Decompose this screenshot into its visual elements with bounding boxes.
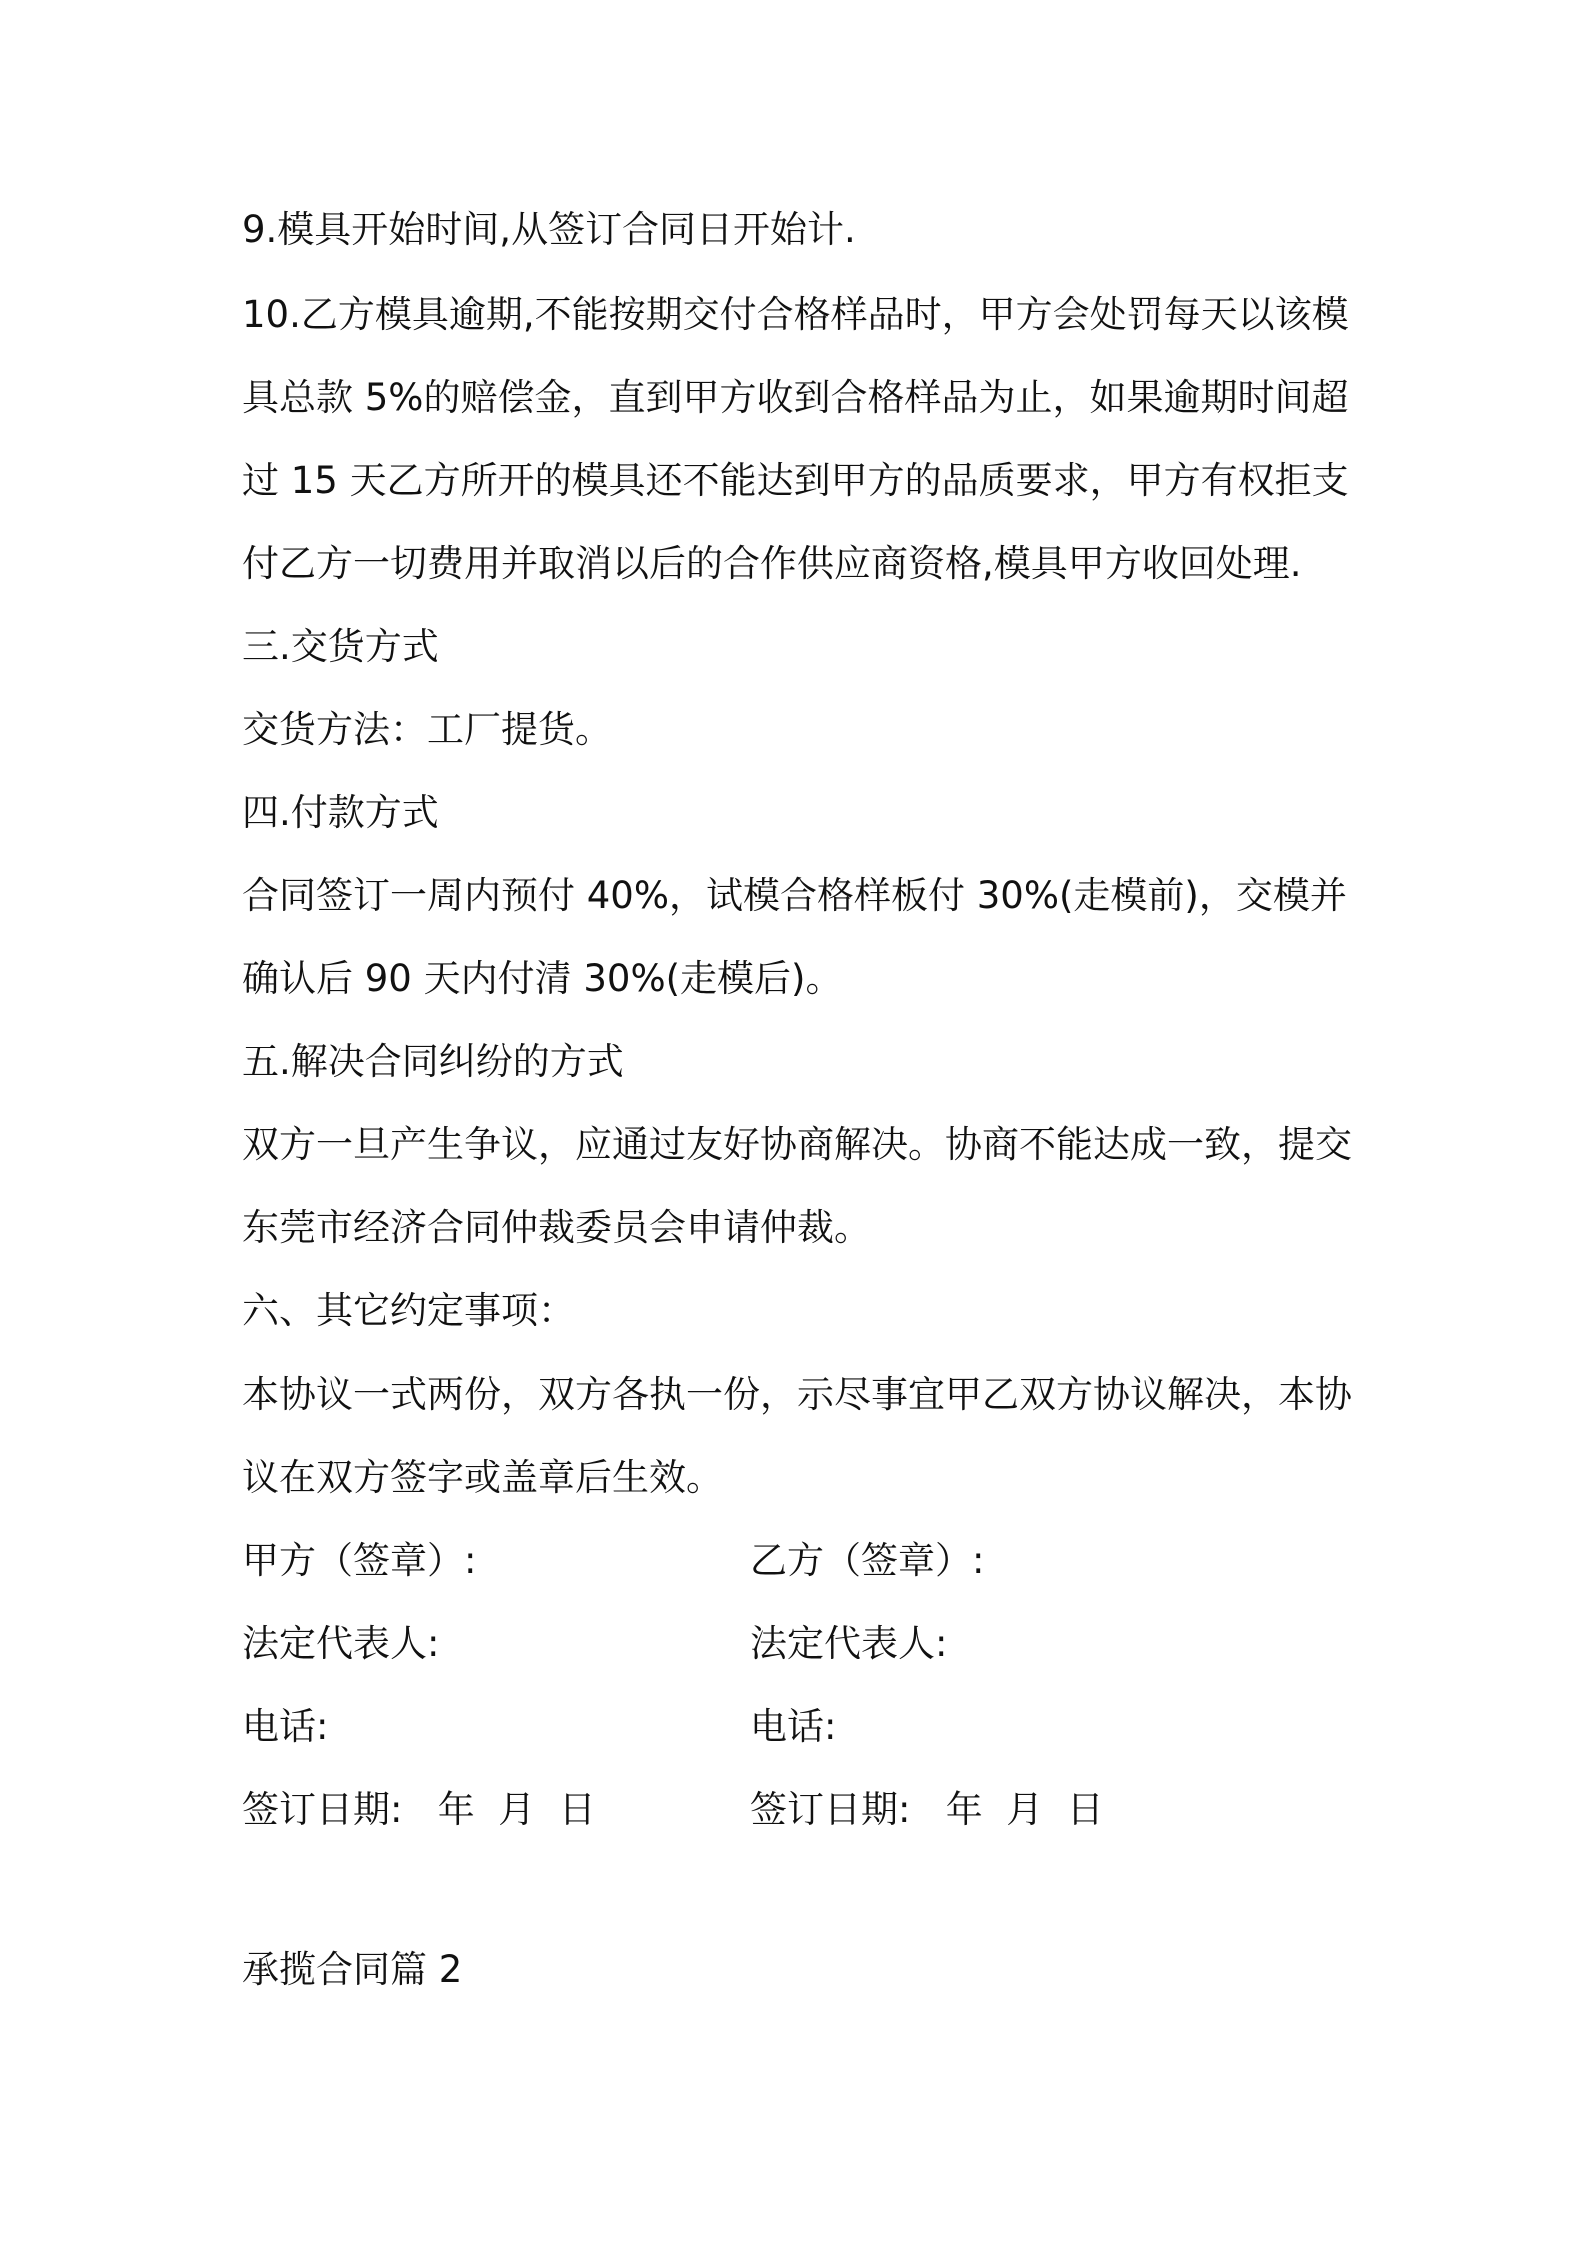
section-5-heading: 五.解决合同纠纷的方式 — [242, 1040, 624, 1083]
party-b-date-label: 签订日期: 年 月 日 — [750, 1788, 1104, 1831]
signature-representative-row — [242, 1619, 1362, 1669]
payment-terms-line-2: 确认后 90 天内付清 30%(走模后)。 — [242, 957, 843, 1000]
party-a-seal-label: 甲方（签章）: — [242, 1539, 477, 1582]
party-a-representative-label: 法定代表人: — [242, 1622, 440, 1665]
party-b-seal-label: 乙方（签章）: — [750, 1539, 985, 1582]
signature-date-row — [242, 1785, 1362, 1835]
party-b-representative-label: 法定代表人: — [750, 1622, 948, 1665]
signature-phone-row — [242, 1702, 1362, 1752]
section-3-heading: 三.交货方式 — [242, 625, 439, 668]
clause-10-line-2: 具总款 5%的赔偿金，直到甲方收到合格样品为止，如果逾期时间超 — [242, 376, 1349, 419]
other-terms-line-1: 本协议一式两份，双方各执一份，示尽事宜甲乙双方协议解决，本协 — [242, 1373, 1352, 1416]
delivery-method-text: 交货方法：工厂提货。 — [242, 708, 612, 751]
clause-10-line-1: 10.乙方模具逾期,不能按期交付合格样品时，甲方会处罚每天以该模 — [242, 293, 1349, 336]
other-terms-line-2: 议在双方签字或盖章后生效。 — [242, 1456, 723, 1499]
party-a-phone-label: 电话: — [242, 1705, 329, 1748]
dispute-text-line-2: 东莞市经济合同仲裁委员会申请仲裁。 — [242, 1206, 871, 1249]
clause-9-line: 9.模具开始时间,从签订合同日开始计. — [242, 208, 856, 251]
signature-seal-row — [242, 1536, 1362, 1586]
party-a-date-label: 签订日期: 年 月 日 — [242, 1788, 596, 1831]
section-4-heading: 四.付款方式 — [242, 791, 439, 834]
dispute-text-line-1: 双方一旦产生争议，应通过友好协商解决。协商不能达成一致，提交 — [242, 1123, 1352, 1166]
clause-10-line-4: 付乙方一切费用并取消以后的合作供应商资格,模具甲方收回处理. — [242, 542, 1302, 585]
clause-10-line-3: 过 15 天乙方所开的模具还不能达到甲方的品质要求，甲方有权拒支 — [242, 459, 1349, 502]
payment-terms-line-1: 合同签订一周内预付 40%，试模合格样板付 30%(走模前)，交模并 — [242, 874, 1347, 917]
next-section-title: 承揽合同篇 2 — [242, 1948, 463, 1991]
party-b-phone-label: 电话: — [750, 1705, 837, 1748]
section-6-heading: 六、其它约定事项： — [242, 1289, 575, 1332]
